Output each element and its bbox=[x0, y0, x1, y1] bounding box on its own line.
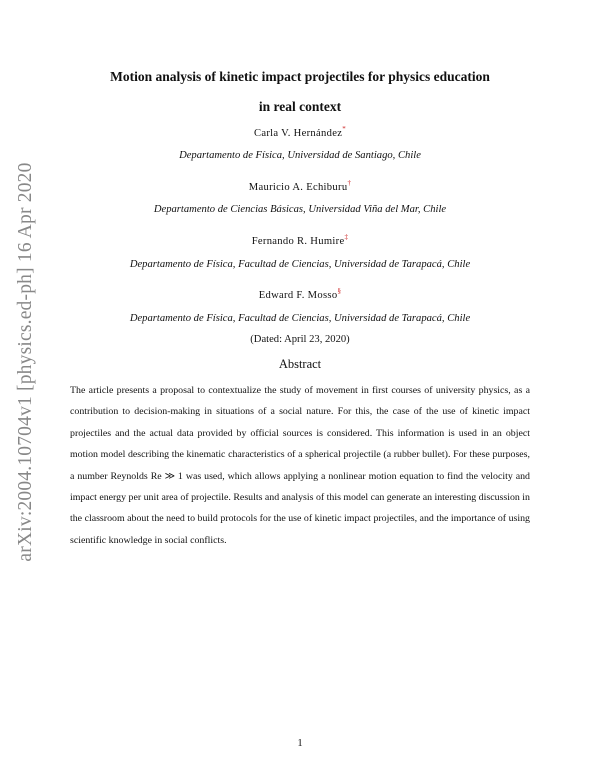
arxiv-stamp-text: arXiv:2004.10704v1 [physics.ed-ph] 16 Apr 2020 bbox=[15, 162, 36, 562]
author-4 bbox=[60, 287, 540, 301]
paper-title-line-2: in real context bbox=[258, 99, 342, 114]
author-4-name: Edward F. Mosso bbox=[258, 290, 338, 301]
author-4-footnote-mark[interactable]: § bbox=[337, 287, 342, 295]
author-2-footnote-mark[interactable]: † bbox=[347, 179, 352, 187]
author-2 bbox=[60, 179, 540, 193]
author-1-footnote-mark[interactable]: * bbox=[342, 125, 347, 133]
author-3-footnote-mark[interactable]: ‡ bbox=[344, 233, 349, 241]
arxiv-stamp bbox=[12, 158, 40, 566]
affiliation-4: Departamento de Física, Facultad de Ciencias, Universidad de Tarapacá, Chile bbox=[129, 313, 471, 324]
paper-title bbox=[60, 62, 540, 122]
abstract-text: The article presents a proposal to contextualize the study of movement in first courses of university physics, as a contribution to decision-making in situations of a social nature. For this, the case of the use of kinetic impact projectiles and the actual data provided by official sources is considered. This information is used in an object motion model describing the kinematic characteristics of a spherical projectile (a rubber bullet). For these purposes, a number Reynolds Re ≫ 1 was used, which allows applying a nonlinear motion equation to find the velocity and impact energy per unit area of projectile. Results and analysis of this model can generate an interesting discussion in the classroom about the need to build protocols for the use of kinetic impact projectiles, and the importance of using scientific knowledge in social conflicts. bbox=[70, 385, 530, 546]
dated-line: (Dated: April 23, 2020) bbox=[250, 334, 350, 345]
affiliation-3: Departamento de Física, Facultad de Ciencias, Universidad de Tarapacá, Chile bbox=[129, 259, 471, 270]
affiliation-1: Departamento de Física, Universidad de Santiago, Chile bbox=[179, 150, 421, 161]
author-3-name: Fernando R. Humire bbox=[251, 236, 345, 247]
author-2-name: Mauricio A. Echiburu bbox=[248, 182, 348, 193]
abstract-heading: Abstract bbox=[278, 357, 322, 371]
page-number: 1 bbox=[297, 738, 303, 749]
paper-title-line-1: Motion analysis of kinetic impact projectiles for physics education bbox=[110, 69, 490, 84]
affiliation-2: Departamento de Ciencias Básicas, Universidad Viña del Mar, Chile bbox=[153, 204, 447, 215]
author-1-name: Carla V. Hernández bbox=[253, 128, 343, 139]
author-3 bbox=[60, 233, 540, 247]
author-1 bbox=[60, 125, 540, 139]
